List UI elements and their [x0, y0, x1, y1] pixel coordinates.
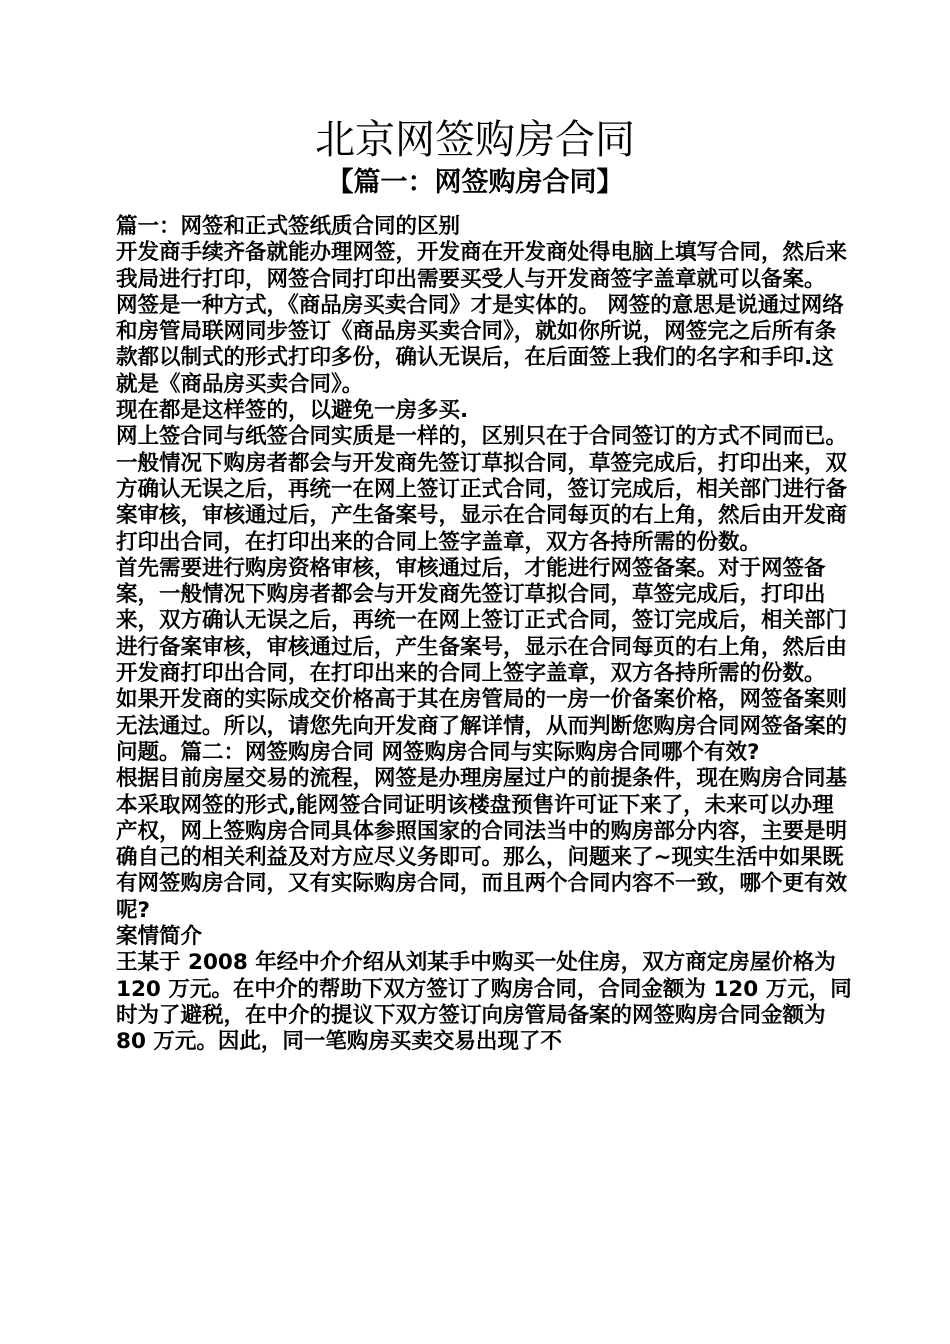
paragraph: 现在都是这样签的，以避免一房多买. [116, 398, 469, 424]
paragraph: 王某于 2008 年经中介介绍从刘某手中购买一处住房，双方商定房屋价格为 120 万元。在中介的帮助下双方签订了购房合同，合同金额为 120 万元，同时为了避税，在中介的提议下双方签订向房管局备案的网签购房合同金额为 80 万元。因此，同一笔购房买卖交易出现了不 [116, 950, 852, 1055]
document-subtitle: 【篇一：网签购房合同】 [326, 167, 624, 198]
document-body [116, 214, 852, 1056]
paragraph: 首先需要进行购房资格审核，审核通过后，才能进行网签备案。对于网签备案，一般情况下购房者都会与开发商先签订草拟合同，草签完成后，打印出来，双方确认无误之后，再统一在网上签订正式合同，签订完成后，相关部门进行备案审核，审核通过后，产生备案号，显示在合同每页的右上角，然后由开发商打印出合同，在打印出来的合同上签字盖章，双方各持所需的份数。 [116, 555, 848, 687]
paragraph: 根据目前房屋交易的流程，网签是办理房屋过户的前提条件，现在购房合同基本采取网签的形式,能网签合同证明该楼盘预售许可证下来了，未来可以办理产权，网上签购房合同具体参照国家的合同法当中的购房部分内容，主要是明确自己的相关利益及对方应尽义务即可。那么，问题来了~现实生活中如果既有网签购房合同，又有实际购房合同，而且两个合同内容不一致，哪个更有效呢? [116, 766, 848, 923]
paragraph: 网签是一种方式，《商品房买卖合同》才是实体的。 网签的意思是说通过网络和房管局联网同步签订《商品房买卖合同》，就如你所说，网签完之后所有条款都以制式的形式打印多份，确认无误后，在后面签上我们的名字和手印.这就是《商品房买卖合同》。 [116, 292, 844, 397]
paragraph: 如果开发商的实际成交价格高于其在房管局的一房一价备案价格，网签备案则无法通过。所以，请您先向开发商了解详情，从而判断您购房合同网签备案的问题。篇二：网签购房合同 网签购房合同与实际购房合同哪个有效? [116, 687, 848, 765]
paragraph: 网上签合同与纸签合同实质是一样的，区别只在于合同签订的方式不同而已。一般情况下购房者都会与开发商先签订草拟合同，草签完成后，打印出来，双方确认无误之后，再统一在网上签订正式合同，签订完成后，相关部门进行备案审核，审核通过后，产生备案号，显示在合同每页的右上角，然后由开发商打印出合同，在打印出来的合同上签字盖章，双方各持所需的份数。 [116, 424, 848, 555]
paragraph: 开发商手续齐备就能办理网签，开发商在开发商处得电脑上填写合同，然后来我局进行打印，网签合同打印出需要买受人与开发商签字盖章就可以备案。 [116, 240, 848, 292]
section-heading: 篇一：网签和正式签纸质合同的区别 [116, 214, 461, 239]
case-heading: 案情简介 [116, 924, 203, 950]
document-title: 北京网签购房合同 [315, 117, 635, 163]
